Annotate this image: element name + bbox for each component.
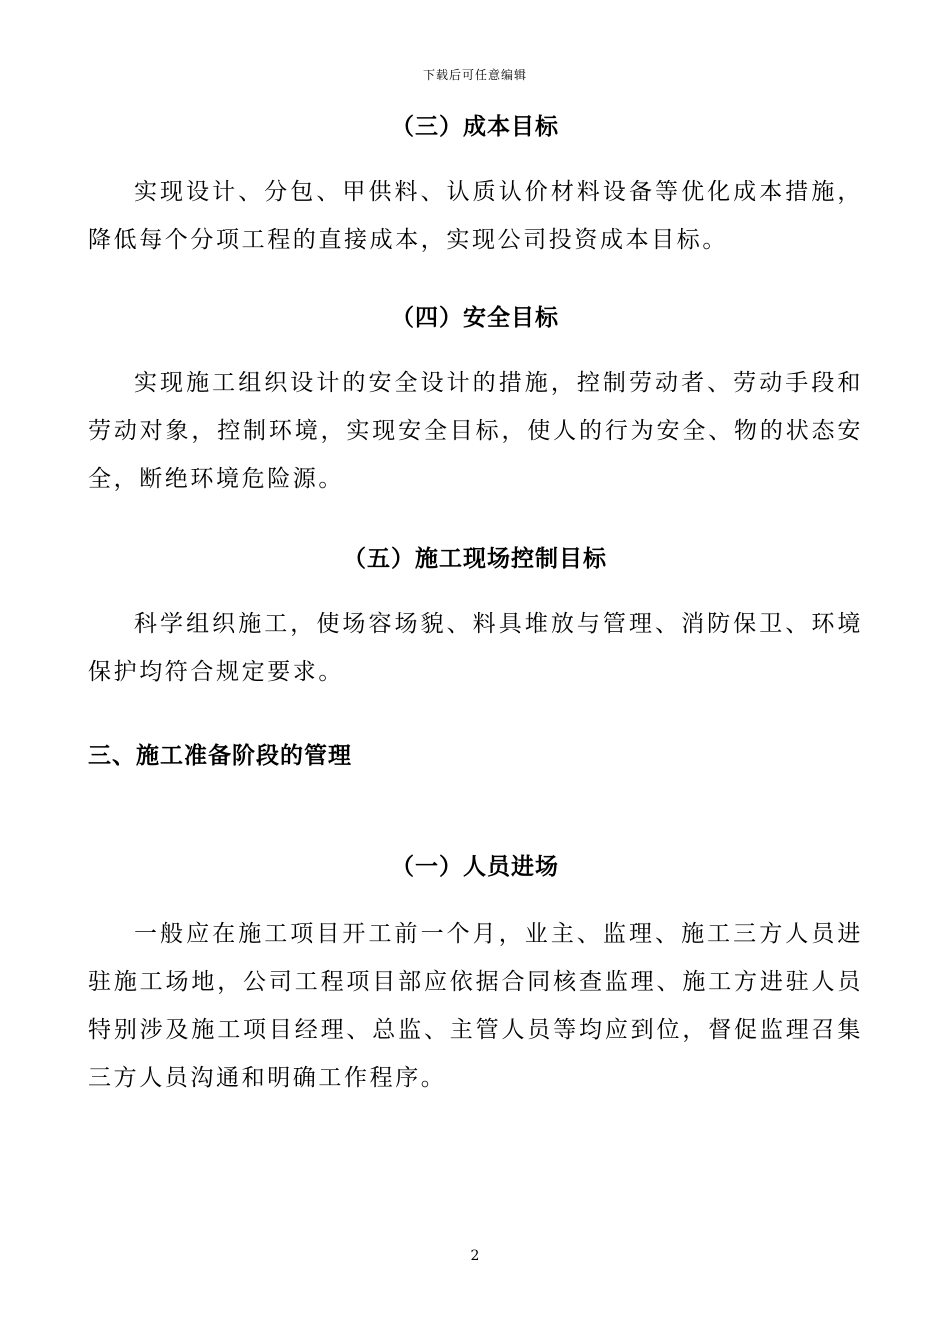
heading-prep-stage: 三、施工准备阶段的管理 [88, 743, 352, 769]
heading-safety-target: （四）安全目标 [391, 305, 559, 331]
paragraph-personnel-text: 一般应在施工项目开工前一个月，业主、监理、施工三方人员进驻施工场地，公司工程项目部应依据合同核查监理、施工方进驻人员特别涉及施工项目经理、总监、主管人员等均应到位，督促监理召集三方人员沟通和明确工作程序。 [88, 921, 863, 1091]
paragraph-personnel-entry [88, 910, 863, 1102]
heading-cost-target: （三）成本目标 [391, 114, 559, 140]
header-note: 下载后可任意编辑 [422, 68, 527, 82]
paragraph-cost-text: 实现设计、分包、甲供料、认质认价材料设备等优化成本措施，降低每个分项工程的直接成本，实现公司投资成本目标。 [88, 179, 863, 253]
paragraph-safety-text: 实现施工组织设计的安全设计的措施，控制劳动者、劳动手段和劳动对象，控制环境，实现安全目标，使人的行为安全、物的状态安全，断绝环境危险源。 [88, 370, 863, 492]
paragraph-cost-target [88, 168, 863, 264]
heading-personnel-entry: （一）人员进场 [391, 854, 559, 880]
paragraph-site-control-text: 科学组织施工，使场容场貌、料具堆放与管理、消防保卫、环境保护均符合规定要求。 [88, 611, 863, 685]
heading-site-control-target: （五）施工现场控制目标 [343, 546, 607, 572]
page-number: 2 [470, 1248, 480, 1264]
paragraph-site-control-target [88, 600, 863, 696]
paragraph-safety-target [88, 359, 863, 503]
